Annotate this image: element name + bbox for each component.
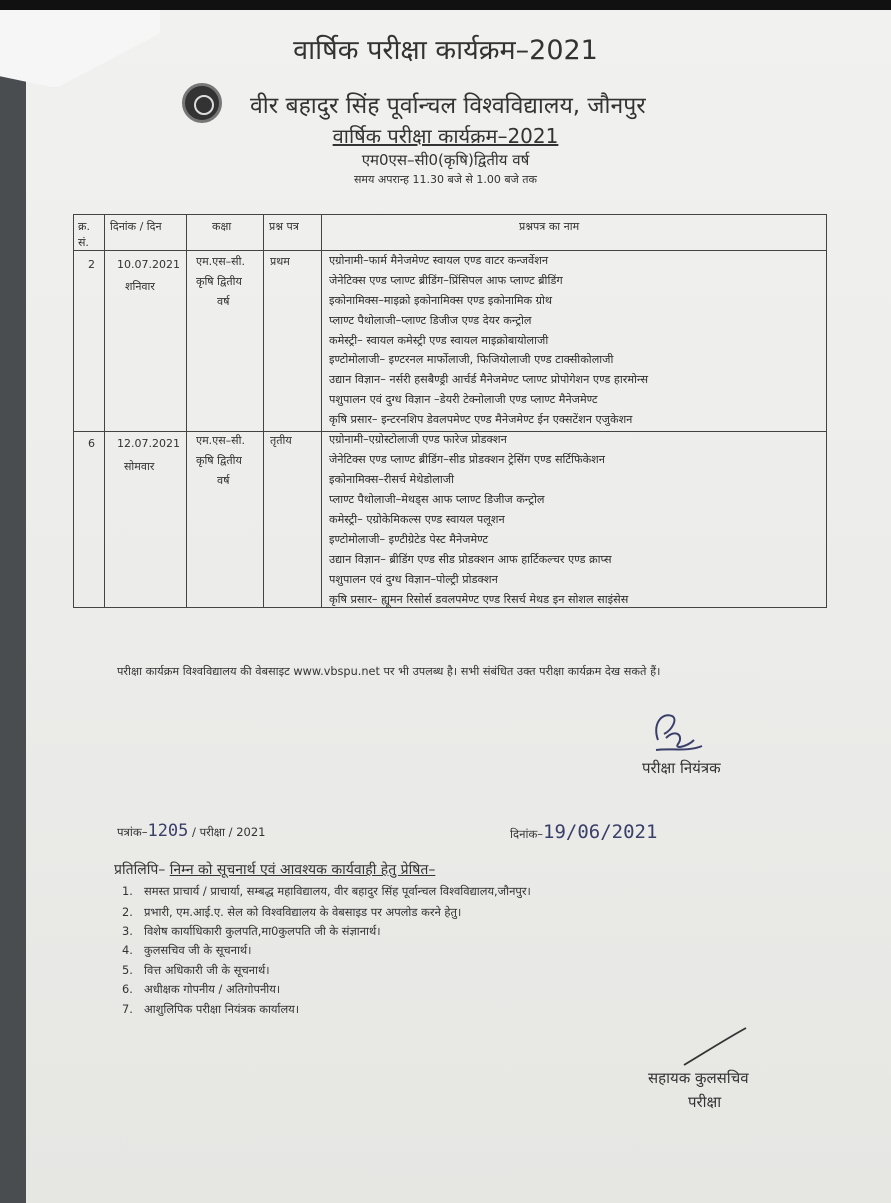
date-value: 19/06/2021 [543,821,658,843]
row2-subject: इकोनामिक्स–रीसर्च मेथेडोलाजी [329,473,454,486]
row1-subject: पशुपालन एवं दुग्ध विज्ञान –डेयरी टेक्नोलाजी एण्ड प्लाण्ट मैनेजमेण्ट [329,393,598,406]
assistant-registrar-dept: परीक्षा [688,1093,722,1111]
row1-class-line3: वर्ष [217,295,230,308]
row2-sno: 6 [88,437,95,450]
copy-item: 6. अधीक्षक गोपनीय / अतिगोपनीय। [122,982,281,996]
website-notice: परीक्षा कार्यक्रम विश्वविद्यालय की वेबसाइट www.vbspu.net पर भी उपलब्ध है। सभी संबंधित उक्त परीक्षा कार्यक्रम देख सकते हैं। [117,665,661,678]
copy-to-heading [114,860,435,879]
row2-class-line3: वर्ष [217,474,230,487]
exam-schedule-table [73,214,827,608]
row2-date: 12.07.2021 [117,437,180,450]
row2-subject: एग्रोनामी–एग्रोस्टोलाजी एण्ड फारेज प्रोडक्शन [329,433,507,446]
schedule-subtitle: वार्षिक परीक्षा कार्यक्रम–2021 [332,124,559,148]
header-sno: क्र. सं. [78,220,90,249]
copy-item: 3. विशेष कार्याधिकारी कुलपति,मा0कुलपति जी के संज्ञानार्थ। [122,924,381,938]
copy-item: 4. कुलसचिव जी के सूचनार्थ। [122,943,252,957]
letter-suffix: / परीक्षा / 2021 [188,825,266,839]
row2-class-line1: एम.एस–सी. [196,434,245,447]
row2-day: सोमवार [124,460,155,473]
row1-class-line1: एम.एस–सी. [196,255,245,268]
row1-subject: प्लाण्ट पैथोलाजी–प्लाण्ट डिजीज एण्ड देयर कन्ट्रोल [329,314,532,327]
row1-subject: जेनेटिक्स एण्ड प्लाण्ट ब्रीडिंग–प्रिंसिपल आफ प्लाण्ट ब्रीडिंग [329,274,563,287]
copy-item: 7. आशुलिपिक परीक्षा नियंत्रक कार्यालय। [122,1002,300,1016]
course-name: एम0एस–सी0(कृषि)द्वितीय वर्ष [361,151,530,169]
row2-subject: इण्टोमोलाजी– इण्टीग्रेटेड पेस्ट मैनेजमेण्ट [329,533,488,546]
university-name: वीर बहादुर सिंह पूर्वान्चल विश्वविद्यालय, जौनपुर [250,93,646,119]
university-seal-icon [182,83,222,123]
row1-subject: कृषि प्रसार– इन्टरनशिप डेवलपमेण्ट एण्ड मैनेजमेण्ट ईन एक्सटेंशन एजुकेशन [329,413,633,426]
header-date: दिनांक / दिन [110,220,162,233]
row1-subject: इकोनामिक्स–माइक्रो इकोनामिक्स एण्ड इकोनामिक ग्रोथ [329,294,553,307]
row2-subject: जेनेटिक्स एण्ड प्लाण्ट ब्रीडिंग–सीड प्रोडक्शन ट्रेसिंग एण्ड सर्टिफिकेशन [329,453,605,466]
row2-subject: पशुपालन एवं दुग्ध विज्ञान–पोल्ट्री प्रोडक्शन [329,573,498,586]
controller-title: परीक्षा नियंत्रक [642,759,721,777]
row1-class-line2: कृषि द्वितीय [196,275,242,288]
copy-to-heading-text: निम्न को सूचनार्थ एवं आवश्यक कार्यवाही हेतु प्रेषित– [169,862,436,878]
header-paper: प्रश्न पत्र [269,220,299,233]
assistant-registrar-title: सहायक कुलसचिव [648,1069,749,1087]
row1-paper: प्रथम [270,255,290,268]
exam-timing: समय अपरान्ह 11.30 बजे से 1.00 बजे तक [353,173,538,186]
row1-date: 10.07.2021 [117,258,180,271]
top-dark-bar [0,0,891,10]
row2-subject: कमेस्ट्री– एग्रोकेमिकल्स एण्ड स्वायल पलूशन [329,513,505,526]
copy-item: 5. वित्त अधिकारी जी के सूचनार्थ। [122,963,270,977]
row2-class-line2: कृषि द्वितीय [196,454,242,467]
row2-subject: प्लाण्ट पैथोलाजी–मेथड्स आफ प्लाण्ट डिजीज कन्ट्रोल [329,493,545,506]
row1-subject: उद्यान विज्ञान– नर्सरी हसबैण्ड्री आर्चर्ड मैनेजमेण्ट प्लाण्ट प्रोपोगेशन एण्ड हारमोन्स [329,373,649,386]
letter-number [117,821,265,841]
main-title: वार्षिक परीक्षा कार्यक्रम–2021 [293,35,598,66]
row1-subject: इण्टोमोलाजी– इण्टरनल मार्फोलाजी, फिजियोलाजी एण्ड टाक्सीकोलाजी [329,353,614,366]
row2-subject: उद्यान विज्ञान– ब्रीडिंग एण्ड सीड प्रोडक्शन आफ हार्टिकल्चर एण्ड क्राप्स [329,553,612,566]
row2-subject: कृषि प्रसार– ह्यूमन रिसोर्स डवलपमेण्ट एण्ड रिसर्च मेथड इन सोशल साइंसेस [329,593,629,606]
header-paper-name: प्रश्नपत्र का नाम [519,220,580,233]
row1-subject: एग्रोनामी–फार्म मैनेजमेण्ट स्वायल एण्ड वाटर कन्जर्वेशन [329,254,549,267]
letter-number-value: 1205 [147,821,189,841]
row2-paper: तृतीय [270,434,292,447]
letter-date [510,821,657,843]
row1-subject: कमेस्ट्री– स्वायल कमेस्ट्री एण्ड स्वायल माइक्रोबायोलाजी [329,334,549,347]
controller-signature-icon [648,710,708,758]
row1-day: शनिवार [125,280,155,293]
copy-item: 2. प्रभारी, एम.आई.ए. सेल को विश्वविद्यालय के वेबसाइड पर अपलोड करने हेतु। [122,905,462,919]
row1-sno: 2 [88,258,95,271]
copy-item: 1. समस्त प्राचार्य / प्राचार्या, सम्बद्ध महाविद्यालय, वीर बहादुर सिंह पूर्वान्चल विश्वविद्यालय,जौनपुर। [122,884,531,898]
header-class: कक्षा [212,220,232,233]
date-label: दिनांक– [510,827,544,841]
copy-to-prefix: प्रतिलिपि– [114,862,170,878]
letter-prefix: पत्रांक– [117,825,148,839]
assistant-registrar-signature-icon [680,1025,750,1070]
